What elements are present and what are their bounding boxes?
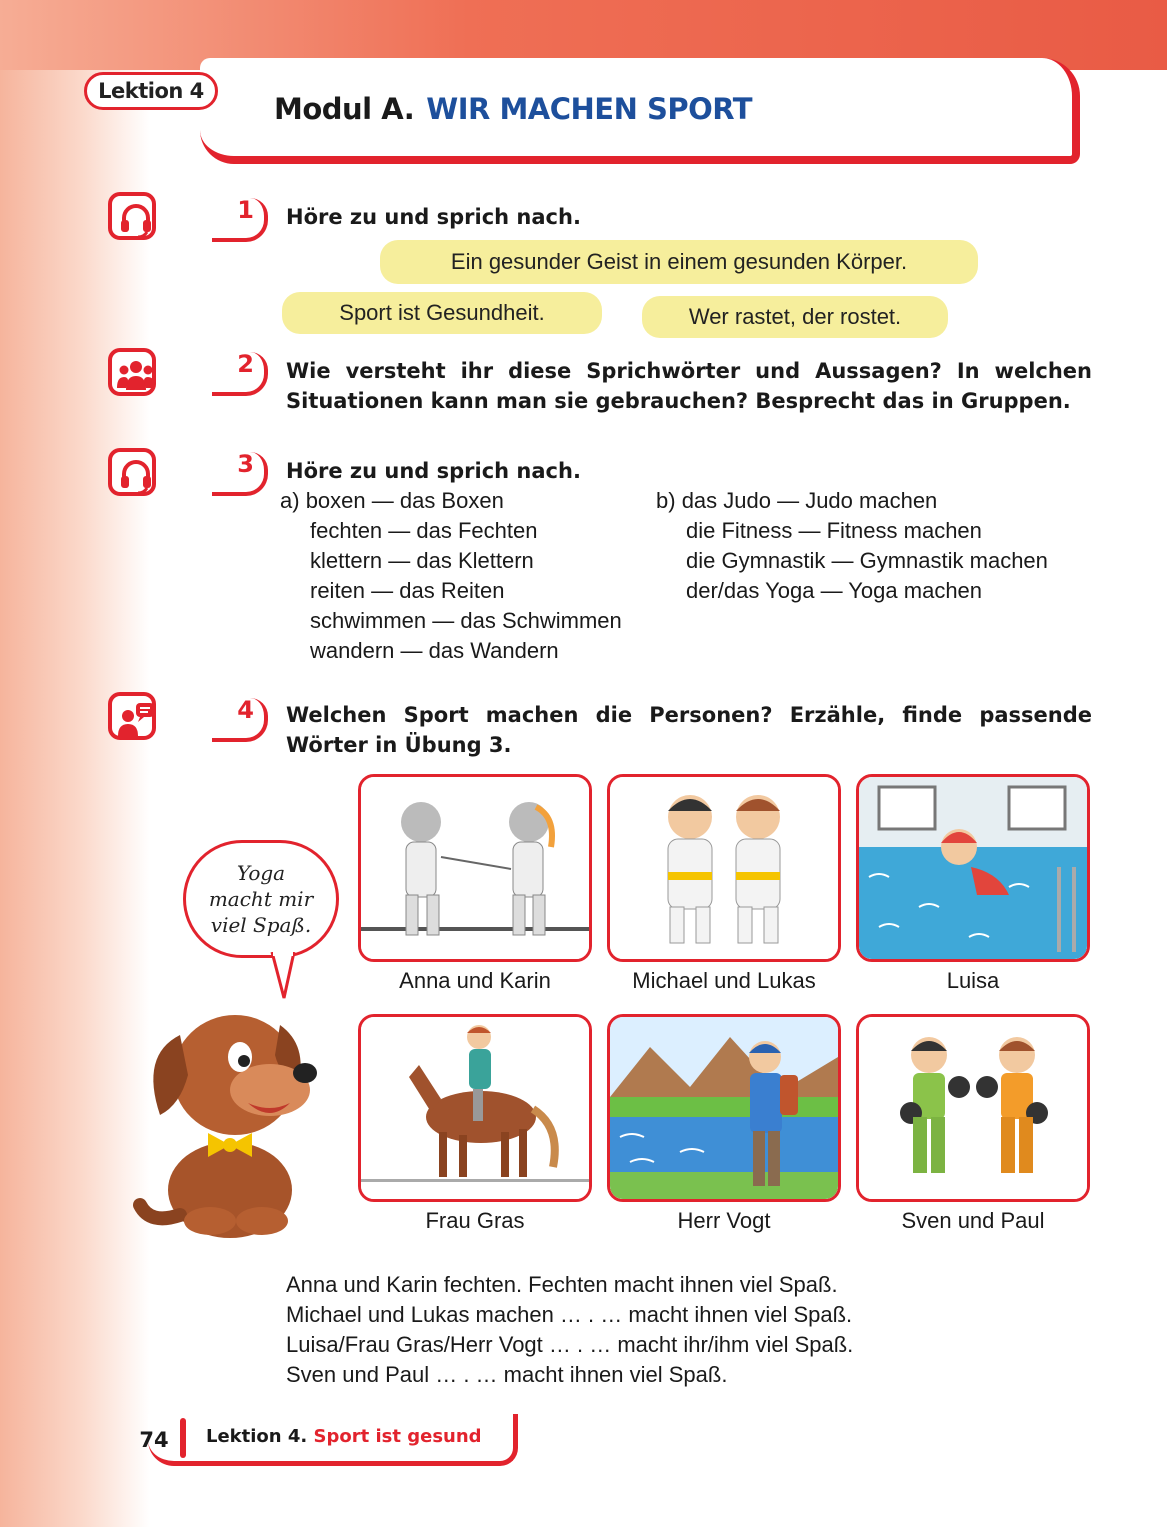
page-number: 74: [139, 1428, 169, 1452]
task-number-2: 2: [212, 352, 268, 396]
caption-3: Luisa: [946, 968, 1000, 993]
proverb-2: Sport ist Gesundheit.: [282, 292, 602, 334]
list-item: die Fitness — Fitness machen: [686, 518, 982, 543]
sentence-line: Sven und Paul … . … macht ihnen viel Spaß.: [286, 1362, 728, 1387]
task-number-3: 3: [212, 452, 268, 496]
caption-5: Herr Vogt: [677, 1208, 771, 1233]
task-number-1: 1: [212, 198, 268, 242]
vocab-list-b: [656, 486, 1048, 606]
list-item: schwimmen — das Schwimmen: [310, 608, 622, 633]
picture-boxing: [856, 1014, 1090, 1202]
example-sentences: [286, 1270, 1046, 1390]
picture-fencing: [358, 774, 592, 962]
modul-label: Modul A.: [274, 92, 415, 126]
caption-2: Michael und Lukas: [632, 968, 816, 993]
list-item: fechten — das Fechten: [310, 518, 538, 543]
lektion-badge: Lektion 4: [84, 72, 218, 110]
footer-divider: [180, 1418, 186, 1458]
list-item: der/das Yoga — Yoga machen: [686, 578, 983, 603]
footer-lesson: [206, 1426, 482, 1447]
task-number-4: 4: [212, 698, 268, 742]
caption-4: Frau Gras: [425, 1208, 525, 1233]
sentence-line: Michael und Lukas machen … . … macht ihnen viel Spaß.: [286, 1302, 853, 1327]
speech-person-icon: [108, 692, 156, 740]
picture-hiking: [607, 1014, 841, 1202]
picture-swimming: [856, 774, 1090, 962]
caption-6: Sven und Paul: [901, 1208, 1045, 1233]
task-2-instruction: Wie versteht ihr diese Sprichwörter und Aussagen? In welchen Situationen kann man sie gebrauchen? Besprecht das in Gruppen.: [286, 359, 1092, 413]
group-icon: [108, 348, 156, 396]
proverb-3: Wer rastet, der rostet.: [642, 296, 948, 338]
footer-lesson-title: Sport ist gesund: [313, 1426, 482, 1447]
picture-judo: [607, 774, 841, 962]
proverb-1: Ein gesunder Geist in einem gesunden Körper.: [380, 240, 978, 284]
page-title: [274, 92, 752, 126]
sentence-line: Luisa/Frau Gras/Herr Vogt … . … macht ihr/ihm viel Spaß.: [286, 1332, 854, 1357]
list-item: das Judo — Judo machen: [681, 488, 938, 513]
speech-bubble: Yoga macht mir viel Spaß.: [183, 840, 339, 958]
list-item: die Gymnastik — Gymnastik machen: [686, 548, 1048, 573]
dog-illustration: [130, 985, 330, 1240]
picture-horse-riding: [358, 1014, 592, 1202]
list-item: reiten — das Reiten: [310, 578, 505, 603]
task-4-instruction: Welchen Sport machen die Personen? Erzähle, finde passende Wörter in Übung 3.: [286, 703, 1092, 757]
modul-title: WIR MACHEN SPORT: [426, 92, 753, 126]
task-3-instruction: Höre zu und sprich nach.: [286, 459, 581, 483]
caption-1: Anna und Karin: [399, 968, 551, 993]
headphones-icon: [108, 448, 156, 496]
list-item: boxen — das Boxen: [305, 488, 504, 513]
list-label-a: a): [280, 488, 300, 513]
task-1-instruction: Höre zu und sprich nach.: [286, 205, 581, 229]
list-item: wandern — das Wandern: [310, 638, 559, 663]
list-item: klettern — das Klettern: [310, 548, 534, 573]
headphones-icon: [108, 192, 156, 240]
vocab-list-a: [280, 486, 622, 666]
list-label-b: b): [656, 488, 676, 513]
footer-lesson-label: Lektion 4.: [206, 1426, 308, 1447]
sentence-line: Anna und Karin fechten. Fechten macht ihnen viel Spaß.: [286, 1272, 838, 1297]
